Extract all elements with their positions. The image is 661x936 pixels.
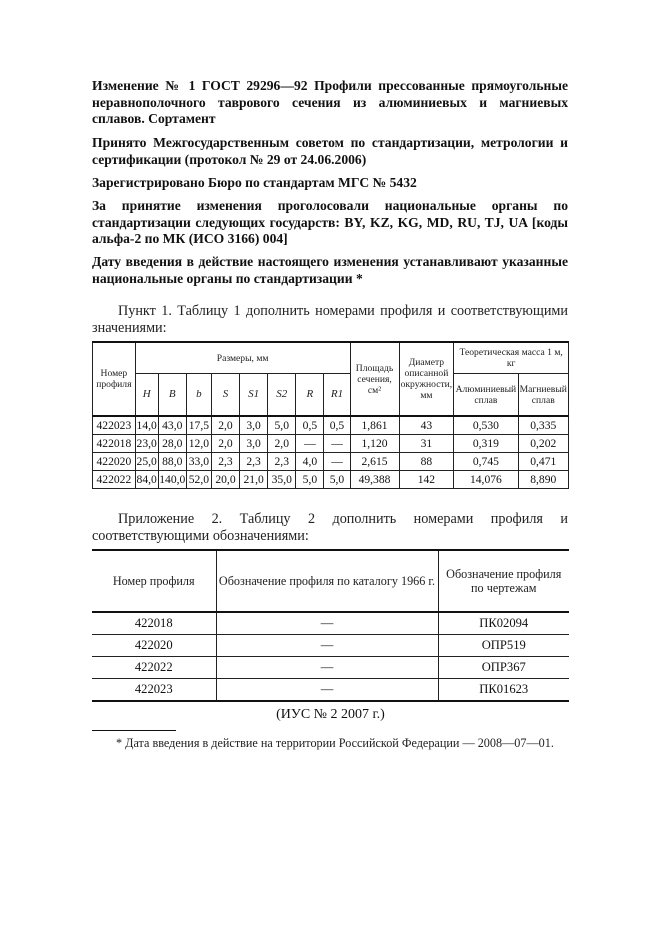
th-aluminum: Алюминиевый сплав (454, 374, 518, 417)
th-diameter: Диаметр описанной окружности, мм (399, 342, 454, 416)
footnote: * Дата введения в действие на территории Российской Федерации — 2008—07—01. (116, 736, 554, 750)
table2-cell: — (216, 612, 438, 635)
table1 (92, 341, 569, 489)
table1-cell: 2,3 (240, 453, 268, 471)
th-dim-S: S (211, 374, 239, 417)
table1-cell: 422018 (93, 435, 136, 453)
table1-cell: 43,0 (158, 416, 186, 435)
table1-cell: — (324, 435, 350, 453)
table1-cell: 84,0 (135, 471, 158, 489)
table1-cell: 14,076 (454, 471, 518, 489)
table1-cell: 33,0 (186, 453, 211, 471)
table1-cell: 35,0 (268, 471, 296, 489)
th-catalog-designation: Обозначение профиля по каталогу 1966 г. (216, 550, 438, 612)
table1-cell: 0,471 (518, 453, 568, 471)
table1-cell: 5,0 (268, 416, 296, 435)
table1-cell: 3,0 (240, 416, 268, 435)
table1-cell: 422022 (93, 471, 136, 489)
table2-cell: 422020 (92, 635, 216, 657)
th-profile-number: Номер профиля (92, 550, 216, 612)
table1-cell: 2,0 (211, 435, 239, 453)
table2-cell: ОПР519 (438, 635, 569, 657)
table2-cell: 422022 (92, 657, 216, 679)
table1-cell: 8,890 (518, 471, 568, 489)
table1-cell: 4,0 (296, 453, 324, 471)
table1-cell: 2,0 (268, 435, 296, 453)
table1-cell: 0,335 (518, 416, 568, 435)
th-dim-R1: R1 (324, 374, 350, 417)
table1-row (93, 435, 569, 453)
table1-cell: 17,5 (186, 416, 211, 435)
table2-row (92, 657, 569, 679)
table1-cell: 49,388 (350, 471, 399, 489)
th-dim-b: b (186, 374, 211, 417)
table2 (92, 549, 569, 702)
table1-cell: 2,3 (211, 453, 239, 471)
table1-cell: 43 (399, 416, 454, 435)
table1-cell: 1,861 (350, 416, 399, 435)
th-dim-H: H (135, 374, 158, 417)
table1-cell: 422020 (93, 453, 136, 471)
source-reference: (ИУС № 2 2007 г.) (276, 707, 385, 722)
table1-cell: 0,5 (324, 416, 350, 435)
table1-cell: 140,0 (158, 471, 186, 489)
table1-cell: 31 (399, 435, 454, 453)
th-sizes: Размеры, мм (135, 342, 350, 374)
table1-cell: 12,0 (186, 435, 211, 453)
table1-cell: 20,0 (211, 471, 239, 489)
table1-cell: 1,120 (350, 435, 399, 453)
table1-cell: 52,0 (186, 471, 211, 489)
table2-row (92, 679, 569, 702)
th-dim-R: R (296, 374, 324, 417)
table1-cell: 422023 (93, 416, 136, 435)
voting-statement: За принятие изменения проголосовали национальные органы по стандартизации следующих государств: BY, KZ, KG, MD, RU, TJ, UA [коды альфа-2 по МК (ИСО 3166) 004] (92, 198, 568, 246)
table1-cell: 5,0 (324, 471, 350, 489)
table1-cell: 0,5 (296, 416, 324, 435)
table2-cell: — (216, 657, 438, 679)
table2-cell: 422018 (92, 612, 216, 635)
table1-cell: 0,202 (518, 435, 568, 453)
table1-cell: 0,530 (454, 416, 518, 435)
table1-cell: 14,0 (135, 416, 158, 435)
table1-cell: 28,0 (158, 435, 186, 453)
table2-row (92, 612, 569, 635)
table1-cell: 25,0 (135, 453, 158, 471)
table1-cell: 2,615 (350, 453, 399, 471)
table2-cell: ПК02094 (438, 612, 569, 635)
th-mass: Теоретическая масса 1 м, кг (454, 342, 569, 374)
table1-cell: 88,0 (158, 453, 186, 471)
table1-cell: — (324, 453, 350, 471)
th-dim-S1: S1 (240, 374, 268, 417)
table1-cell: 0,745 (454, 453, 518, 471)
table1-cell: 88 (399, 453, 454, 471)
table1-row (93, 471, 569, 489)
footnote-divider (92, 730, 176, 731)
table1-row (93, 453, 569, 471)
item1-text: Пункт 1. Таблицу 1 дополнить номерами профиля и соответствующими значениями: (92, 303, 568, 336)
item2-text: Приложение 2. Таблицу 2 дополнить номерами профиля и соответствующими обозначениями: (92, 511, 568, 544)
table1-cell: 2,3 (268, 453, 296, 471)
th-dim-S2: S2 (268, 374, 296, 417)
table1-cell: 0,319 (454, 435, 518, 453)
th-number: Номер профиля (93, 342, 136, 416)
table1-row (93, 416, 569, 435)
table2-cell: — (216, 679, 438, 702)
amendment-title: Изменение № 1 ГОСТ 29296—92 Профили прессованные прямоугольные неравнополочного таврового сечения из алюминиевых и магниевых сплавов. Сортамент (92, 78, 568, 126)
effective-date-statement: Дату введения в действие настоящего изменения устанавливают указанные национальные органы по стандартизации * (92, 254, 568, 286)
table2-cell: ПК01623 (438, 679, 569, 702)
adoption-statement: Принято Межгосударственным советом по стандартизации, метрологии и сертификации (протокол № 29 от 24.06.2006) (92, 135, 568, 167)
table2-row (92, 635, 569, 657)
table1-cell: 3,0 (240, 435, 268, 453)
table1-cell: 21,0 (240, 471, 268, 489)
table2-cell: ОПР367 (438, 657, 569, 679)
th-drawing-designation: Обозначение профиля по чертежам (438, 550, 569, 612)
th-area: Площадь сечения, см² (350, 342, 399, 416)
table2-cell: — (216, 635, 438, 657)
table1-cell: 5,0 (296, 471, 324, 489)
registration-statement: Зарегистрировано Бюро по стандартам МГС № 5432 (92, 175, 417, 190)
table1-cell: 2,0 (211, 416, 239, 435)
table1-cell: — (296, 435, 324, 453)
table2-cell: 422023 (92, 679, 216, 702)
th-magnesium: Магниевый сплав (518, 374, 568, 417)
table1-cell: 142 (399, 471, 454, 489)
th-dim-B: B (158, 374, 186, 417)
table1-cell: 23,0 (135, 435, 158, 453)
